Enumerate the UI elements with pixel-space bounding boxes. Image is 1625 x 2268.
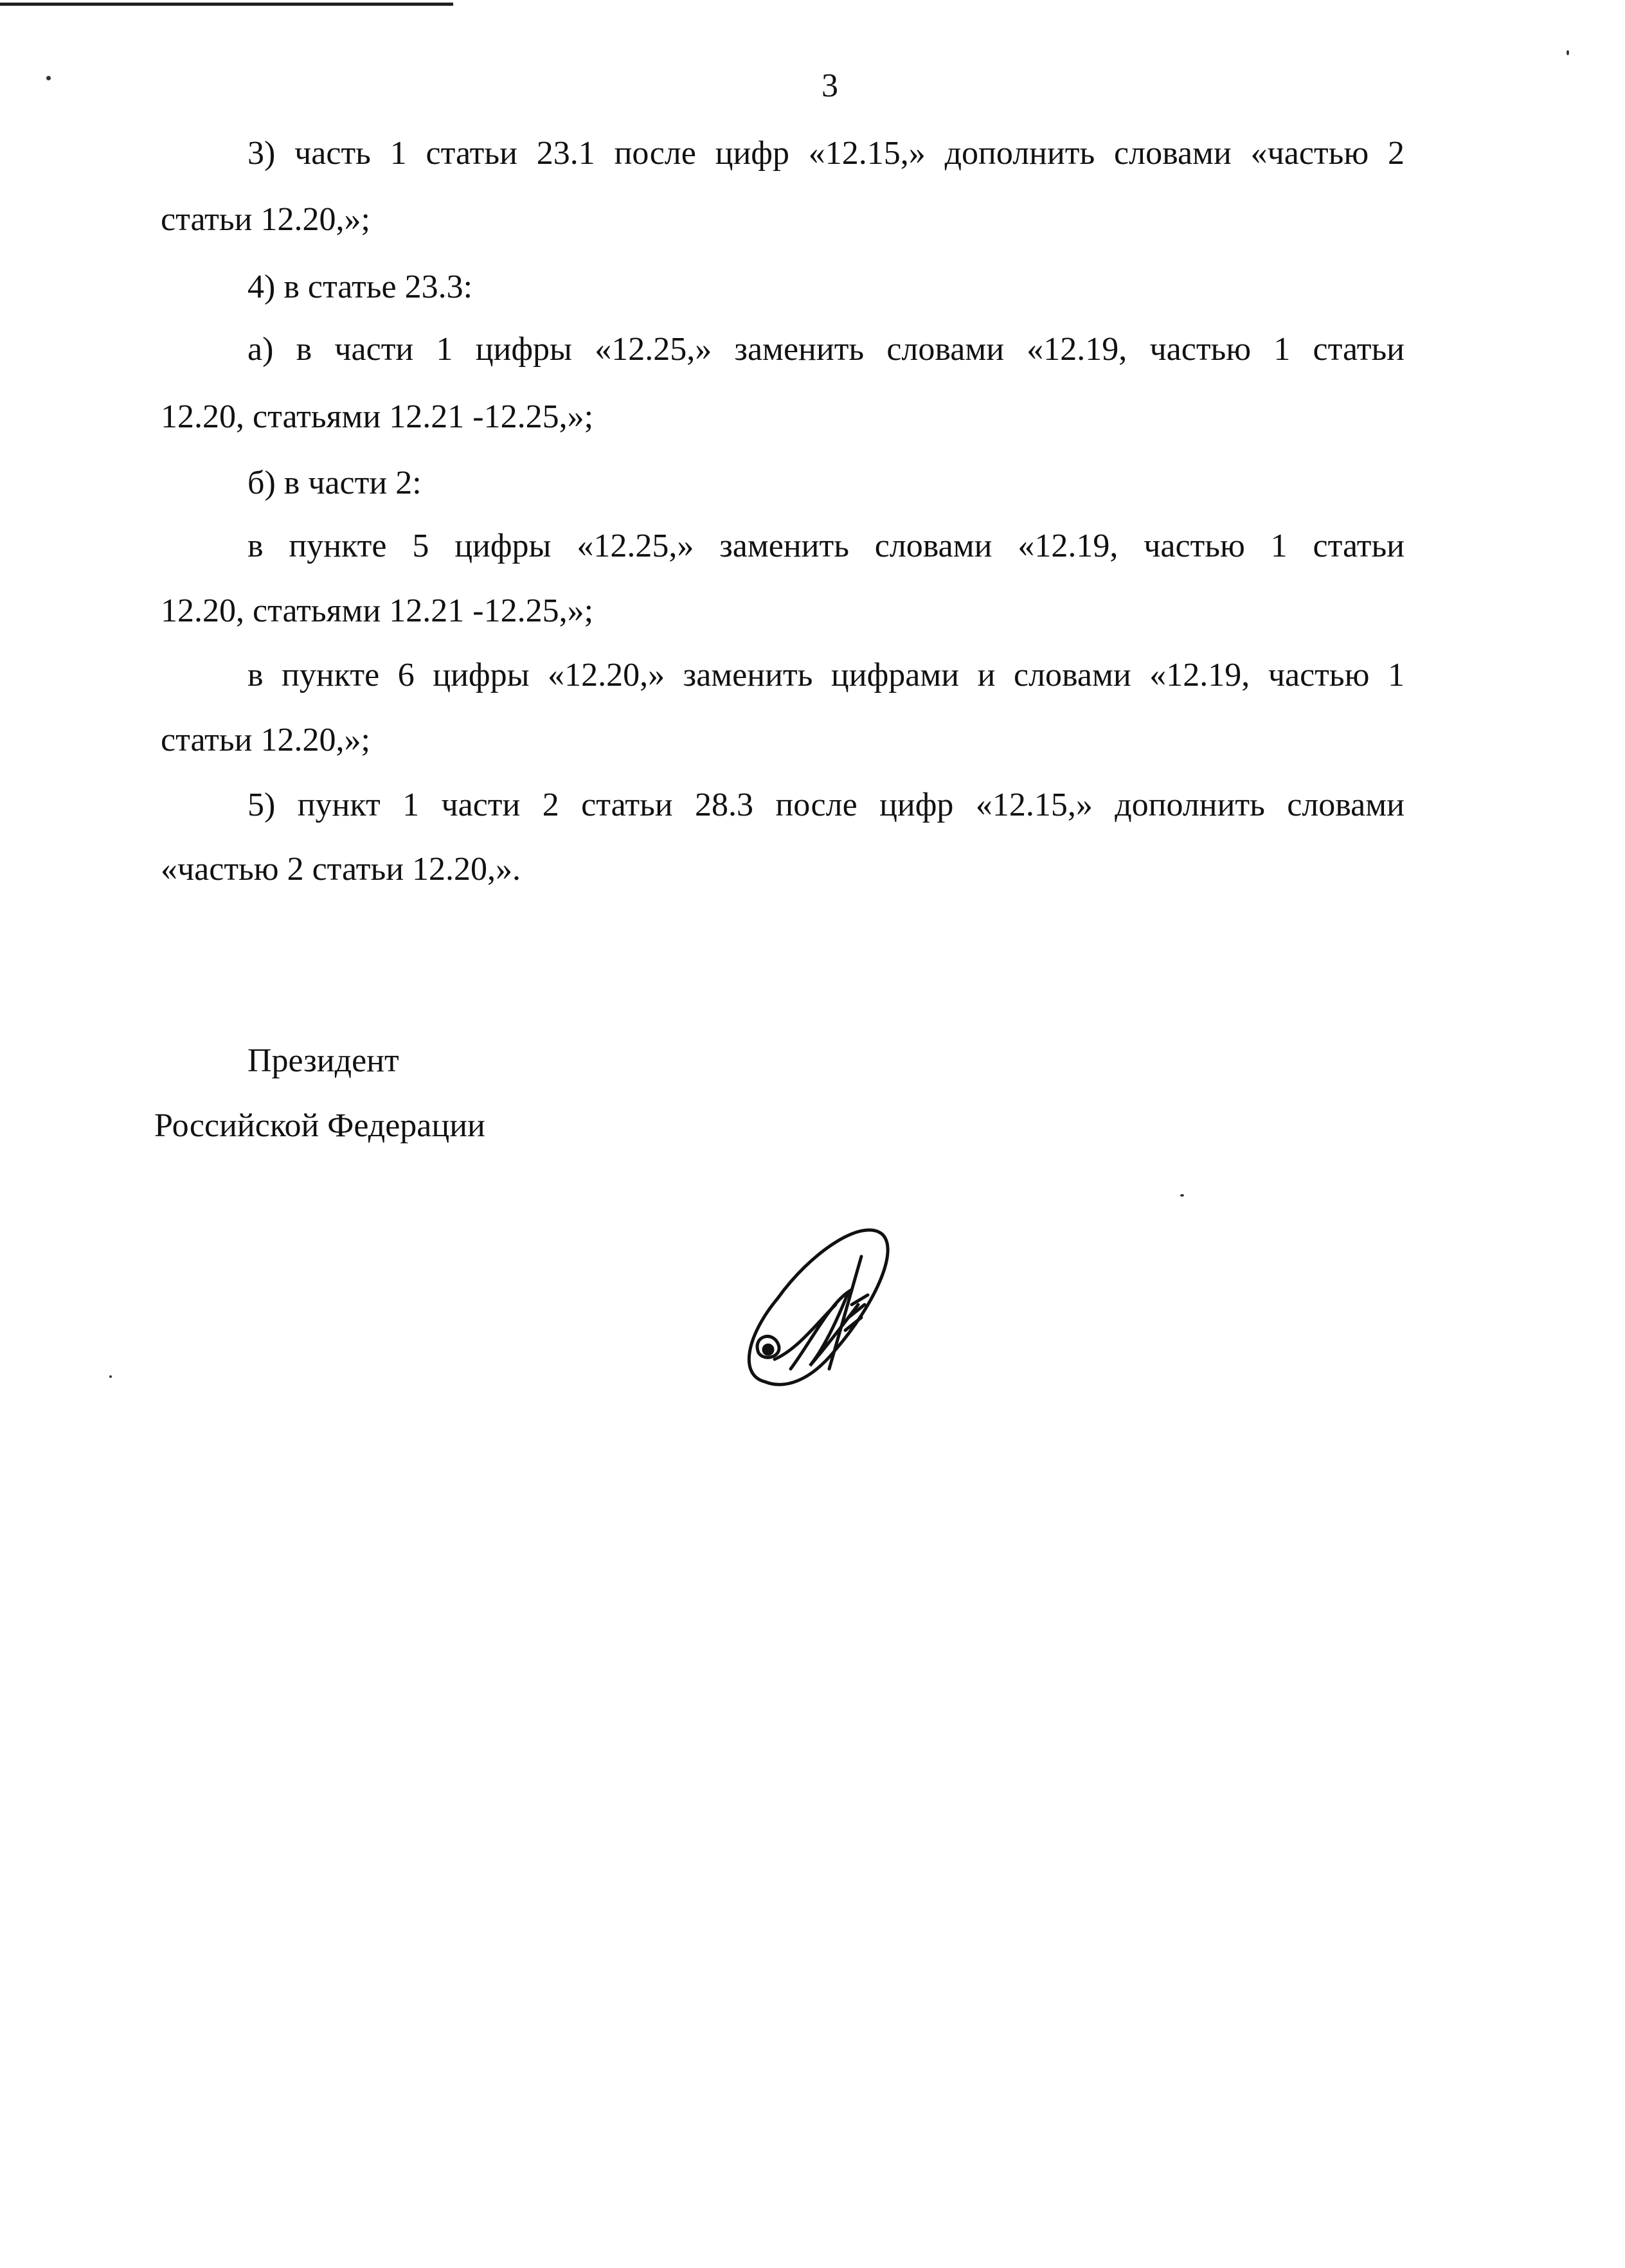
- scan-speck: [46, 76, 51, 80]
- paragraph-line: 12.20, статьями 12.21 -12.25,»;: [161, 398, 594, 435]
- paragraph-line: 3) часть 1 статьи 23.1 после цифр «12.15,» дополнить словами «частью 2: [247, 135, 1405, 172]
- paragraph-line: статьи 12.20,»;: [161, 722, 370, 758]
- scan-speck: [1180, 1194, 1184, 1197]
- paragraph-line: а) в части 1 цифры «12.25,» заменить словами «12.19, частью 1 статьи: [247, 331, 1405, 368]
- paragraph-line: в пункте 6 цифры «12.20,» заменить цифрами и словами «12.19, частью 1: [247, 657, 1405, 693]
- paragraph-line: 12.20, статьями 12.21 -12.25,»;: [161, 593, 594, 629]
- paragraph-line: «частью 2 статьи 12.20,».: [161, 851, 521, 888]
- signatory-title: Президент: [247, 1042, 399, 1079]
- paragraph-line: 5) пункт 1 части 2 статьи 28.3 после цифр «12.15,» дополнить словами: [247, 787, 1405, 823]
- paragraph-line: б) в части 2:: [247, 465, 422, 501]
- signature: [739, 1221, 906, 1395]
- paragraph-line: статьи 12.20,»;: [161, 201, 370, 238]
- scan-speck: [109, 1375, 112, 1378]
- page-number: 3: [821, 67, 838, 104]
- scan-speck: [1567, 50, 1569, 55]
- scan-edge-line: [0, 3, 453, 6]
- paragraph-line: в пункте 5 цифры «12.25,» заменить словами «12.19, частью 1 статьи: [247, 528, 1405, 564]
- signatory-title-country: Российской Федерации: [154, 1107, 485, 1144]
- paragraph-line: 4) в статье 23.3:: [247, 269, 473, 305]
